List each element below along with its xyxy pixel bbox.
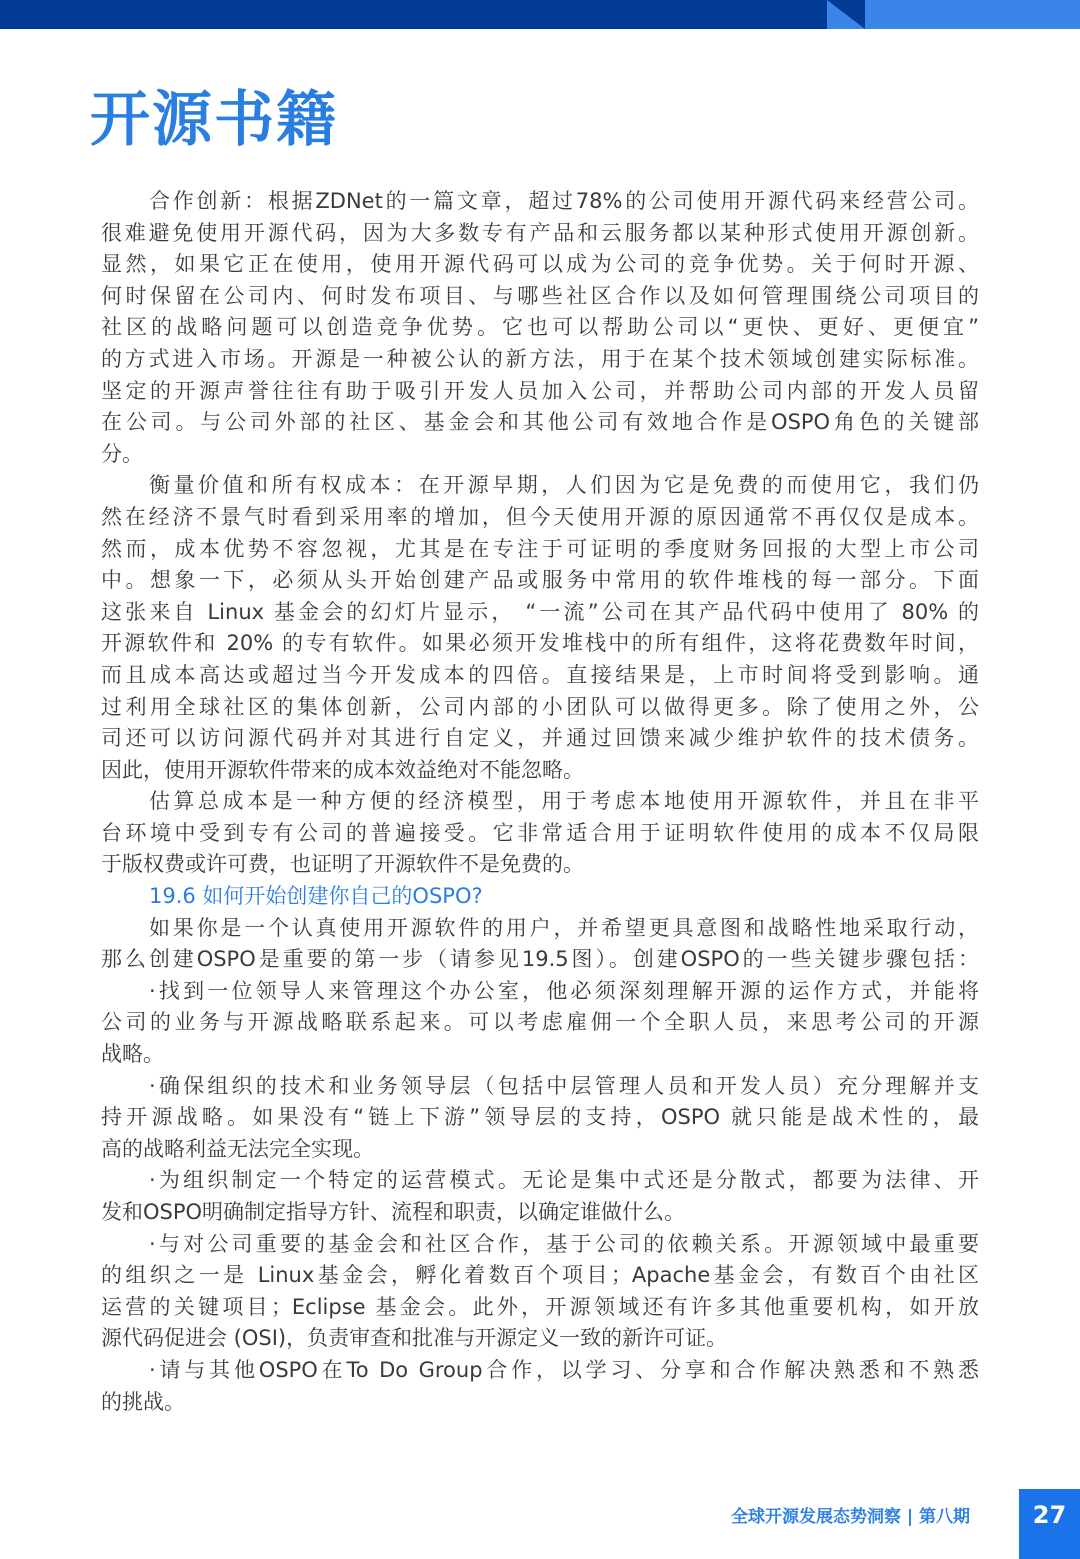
- text-line: 公司的业务与开源战略联系起来。可以考虑雇佣一个全职人员，来思考公司的开源: [101, 1010, 979, 1035]
- text-line: 的方式进入市场。开源是一种被公认的新方法，用于在某个技术领域创建实际标准。: [101, 346, 979, 371]
- text-line: 的组织之一是 Linux基金会，孵化着数百个项目；Apache基金会，有数百个由社区: [101, 1263, 979, 1288]
- text-line: ·请与其他OSPO在To Do Group合作，以学习、分享和合作解决熟悉和不熟悉: [149, 1357, 979, 1382]
- text-line: 社区的战略问题可以创造竞争优势。它也可以帮助公司以“更快、更好、更便宜”: [101, 315, 979, 340]
- text-line: 于版权费或许可费，也证明了开源软件不是免费的。: [101, 852, 584, 877]
- text-line: 然在经济不景气时看到采用率的增加，但今天使用开源的原因通常不再仅仅是成本。: [101, 504, 979, 529]
- text-line: 持开源战略。如果没有“链上下游”领导层的支持，OSPO 就只能是战术性的，最: [101, 1105, 979, 1130]
- text-line: 显然，如果它正在使用，使用开源代码可以成为公司的竞争优势。关于何时开源、: [101, 252, 979, 277]
- text-line: ·与对公司重要的基金会和社区合作，基于公司的依赖关系。开源领域中最重要: [149, 1231, 979, 1256]
- text-line: 合作创新：根据ZDNet的一篇文章，超过78%的公司使用开源代码来经营公司。: [149, 189, 979, 213]
- footer-publication: 全球开源发展态势洞察 | 第八期: [731, 1507, 971, 1527]
- text-line: 过利用全球社区的集体创新，公司内部的小团队可以做得更多。除了使用之外，公: [101, 694, 979, 719]
- text-line: 因此，使用开源软件带来的成本效益绝对不能忽略。: [101, 757, 584, 782]
- text-line: 然而，成本优势不容忽视，尤其是在专注于可证明的季度财务回报的大型上市公司: [101, 536, 979, 561]
- text-line: 源代码促进会 (OSI)，负责审查和批准与开源定义一致的新许可证。: [101, 1326, 728, 1351]
- text-line: 战略。: [101, 1042, 164, 1067]
- text-line: ·为组织制定一个特定的运营模式。无论是集中式还是分散式，都要为法律、开: [149, 1168, 979, 1193]
- text-line: 坚定的开源声誉往往有助于吸引开发人员加入公司，并帮助公司内部的开发人员留: [101, 378, 979, 403]
- text-line: 司还可以访问源代码并对其进行自定义，并通过回馈来减少维护软件的技术债务。: [101, 726, 979, 751]
- text-line: 台环境中受到专有公司的普遍接受。它非常适合用于证明软件使用的成本不仅局限: [101, 820, 979, 845]
- text-line: 何时保留在公司内、何时发布项目、与哪些社区合作以及如何管理围绕公司项目的: [101, 283, 979, 308]
- page-number: 27: [1019, 1489, 1080, 1559]
- text-line: 很难避免使用开源代码，因为大多数专有产品和云服务都以某种形式使用开源创新。: [101, 220, 979, 245]
- text-line: 那么创建OSPO是重要的第一步（请参见19.5图）。创建OSPO的一些关键步骤包括：: [101, 947, 979, 972]
- section-heading: 19.6 如何开始创建你自己的OSPO?: [149, 884, 483, 909]
- body-text: [101, 186, 979, 1418]
- text-line: ·找到一位领导人来管理这个办公室，他必须深刻理解开源的运作方式，并能将: [149, 978, 979, 1003]
- text-line: 中。想象一下，必须从头开始创建产品或服务中常用的软件堆栈的每一部分。下面: [101, 568, 979, 593]
- header-bar: [0, 0, 1080, 29]
- text-line: 衡量价值和所有权成本：在开源早期，人们因为它是免费的而使用它，我们仍: [149, 473, 979, 498]
- text-line: ·确保组织的技术和业务领导层（包括中层管理人员和开发人员）充分理解并支: [149, 1073, 979, 1098]
- text-line: 估算总成本是一种方便的经济模型，用于考虑本地使用开源软件，并且在非平: [149, 789, 979, 814]
- text-line: 而且成本高达或超过当今开发成本的四倍。直接结果是，上市时间将受到影响。通: [101, 662, 979, 687]
- text-line: 在公司。与公司外部的社区、基金会和其他公司有效地合作是OSPO角色的关键部: [101, 410, 979, 435]
- page-title: 开源书籍: [90, 85, 338, 155]
- text-line: 这张来自 Linux 基金会的幻灯片显示， “一流”公司在其产品代码中使用了 80% 的: [101, 599, 979, 624]
- text-line: 开源软件和 20% 的专有软件。如果必须开发堆栈中的所有组件，这将花费数年时间，: [101, 631, 979, 656]
- text-line: 运营的关键项目；Eclipse 基金会。此外，开源领域还有许多其他重要机构，如开放: [101, 1294, 979, 1319]
- text-line: 分。: [101, 441, 143, 466]
- text-line: 如果你是一个认真使用开源软件的用户，并希望更具意图和战略性地采取行动，: [149, 915, 979, 940]
- text-line: 发和OSPO明确制定指导方针、流程和职责，以确定谁做什么。: [101, 1200, 686, 1224]
- text-line: 高的战略利益无法完全实现。: [101, 1136, 374, 1161]
- text-line: 的挑战。: [101, 1389, 185, 1414]
